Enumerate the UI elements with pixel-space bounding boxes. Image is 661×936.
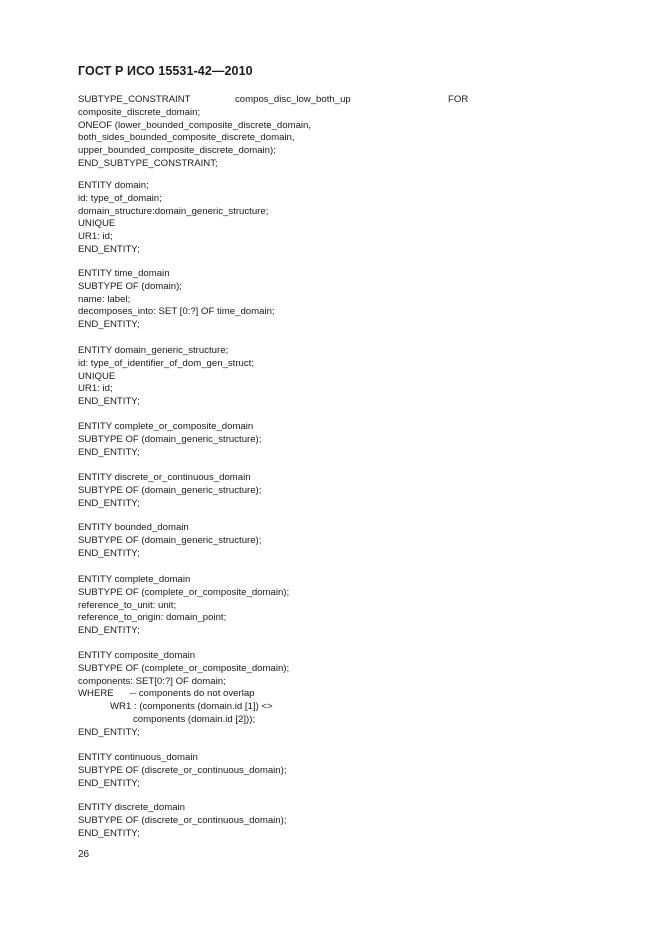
page-number: 26 — [78, 849, 90, 860]
code-line: id: type_of_identifier_of_dom_gen_struct; — [78, 357, 254, 369]
code-line: WHERE -- components do not overlap — [78, 688, 255, 700]
code-line: WR1 : (components (domain.id [1]) <> — [110, 701, 273, 713]
code-line: ENTITY continuous_domain — [78, 752, 198, 763]
entity-composite-domain-block — [78, 650, 598, 740]
code-line: components (domain.id [2])); — [133, 713, 256, 725]
code-line: UNIQUE — [78, 218, 116, 230]
page-header: ГОСТ Р ИСО 15531-42—2010 — [78, 64, 253, 78]
entity-discrete-or-continuous-domain-block — [78, 472, 598, 510]
code-line: ENTITY bounded_domain — [78, 522, 189, 533]
code-line: ENTITY complete_or_composite_domain — [78, 421, 254, 432]
code-line: UNIQUE — [78, 370, 116, 382]
code-line: UR1: id; — [78, 231, 113, 243]
code-line: END_ENTITY; — [78, 547, 140, 559]
code-line: name: label; — [78, 293, 131, 305]
code-line: SUBTYPE OF (complete_or_composite_domain); — [78, 662, 290, 674]
code-line: reference_to_origin: domain_point; — [78, 612, 227, 624]
entity-continuous-domain-block — [78, 752, 598, 790]
code-line: components: SET[0:?] OF domain; — [78, 675, 226, 687]
entity-time-domain-block — [78, 268, 598, 332]
subtype-constraint-heading — [78, 94, 598, 107]
code-line: SUBTYPE OF (discrete_or_continuous_domain); — [78, 764, 287, 776]
code-line: END_ENTITY; — [78, 777, 140, 789]
entity-domain-generic-structure-block — [78, 345, 598, 409]
code-line: END_ENTITY; — [78, 726, 140, 738]
entity-domain-block — [78, 180, 598, 257]
entity-bounded-domain-block — [78, 522, 598, 560]
entity-complete-domain-block — [78, 574, 598, 638]
code-line: domain_structure:domain_generic_structure; — [78, 205, 269, 217]
entity-discrete-domain-block — [78, 802, 598, 840]
subtype-constraint-name: compos_disc_low_both_up — [235, 94, 351, 105]
code-line: END_SUBTYPE_CONSTRAINT; — [78, 157, 218, 169]
code-line: END_ENTITY; — [78, 319, 140, 331]
code-line: END_ENTITY; — [78, 827, 140, 839]
code-line: ENTITY complete_domain — [78, 574, 191, 585]
code-line: id: type_of_domain; — [78, 192, 162, 204]
code-line: upper_bounded_composite_discrete_domain); — [78, 145, 276, 157]
code-line: ENTITY composite_domain — [78, 650, 196, 661]
code-line: ENTITY domain; — [78, 180, 149, 191]
subtype-constraint-keyword: SUBTYPE_CONSTRAINT — [78, 94, 191, 105]
code-line: decomposes_into: SET [0:?] OF time_domain; — [78, 306, 275, 318]
code-line: composite_discrete_domain; — [78, 106, 201, 118]
code-line: both_sides_bounded_composite_discrete_domain, — [78, 132, 295, 144]
code-line: END_ENTITY; — [78, 446, 140, 458]
code-line: SUBTYPE OF (domain); — [78, 280, 182, 292]
code-line: ENTITY time_domain — [78, 268, 170, 279]
code-line: ENTITY discrete_or_continuous_domain — [78, 472, 251, 483]
code-line: END_ENTITY; — [78, 497, 140, 509]
code-line: END_ENTITY; — [78, 396, 140, 408]
code-line: END_ENTITY; — [78, 243, 140, 255]
code-line: UR1: id; — [78, 383, 113, 395]
code-line: END_ENTITY; — [78, 625, 140, 637]
code-line: SUBTYPE OF (domain_generic_structure); — [78, 534, 262, 546]
code-line: SUBTYPE OF (complete_or_composite_domain); — [78, 586, 290, 598]
code-line: SUBTYPE OF (discrete_or_continuous_domain); — [78, 814, 287, 826]
code-line: SUBTYPE OF (domain_generic_structure); — [78, 433, 262, 445]
code-line: ONEOF (lower_bounded_composite_discrete_domain, — [78, 119, 312, 131]
code-line: SUBTYPE OF (domain_generic_structure); — [78, 484, 262, 496]
subtype-constraint-block — [78, 94, 598, 171]
subtype-constraint-for: FOR — [448, 94, 469, 105]
code-line: ENTITY discrete_domain — [78, 802, 185, 813]
entity-complete-or-composite-domain-block — [78, 421, 598, 459]
code-line: ENTITY domain_generic_structure; — [78, 345, 229, 356]
code-line: reference_to_unit: unit; — [78, 599, 177, 611]
